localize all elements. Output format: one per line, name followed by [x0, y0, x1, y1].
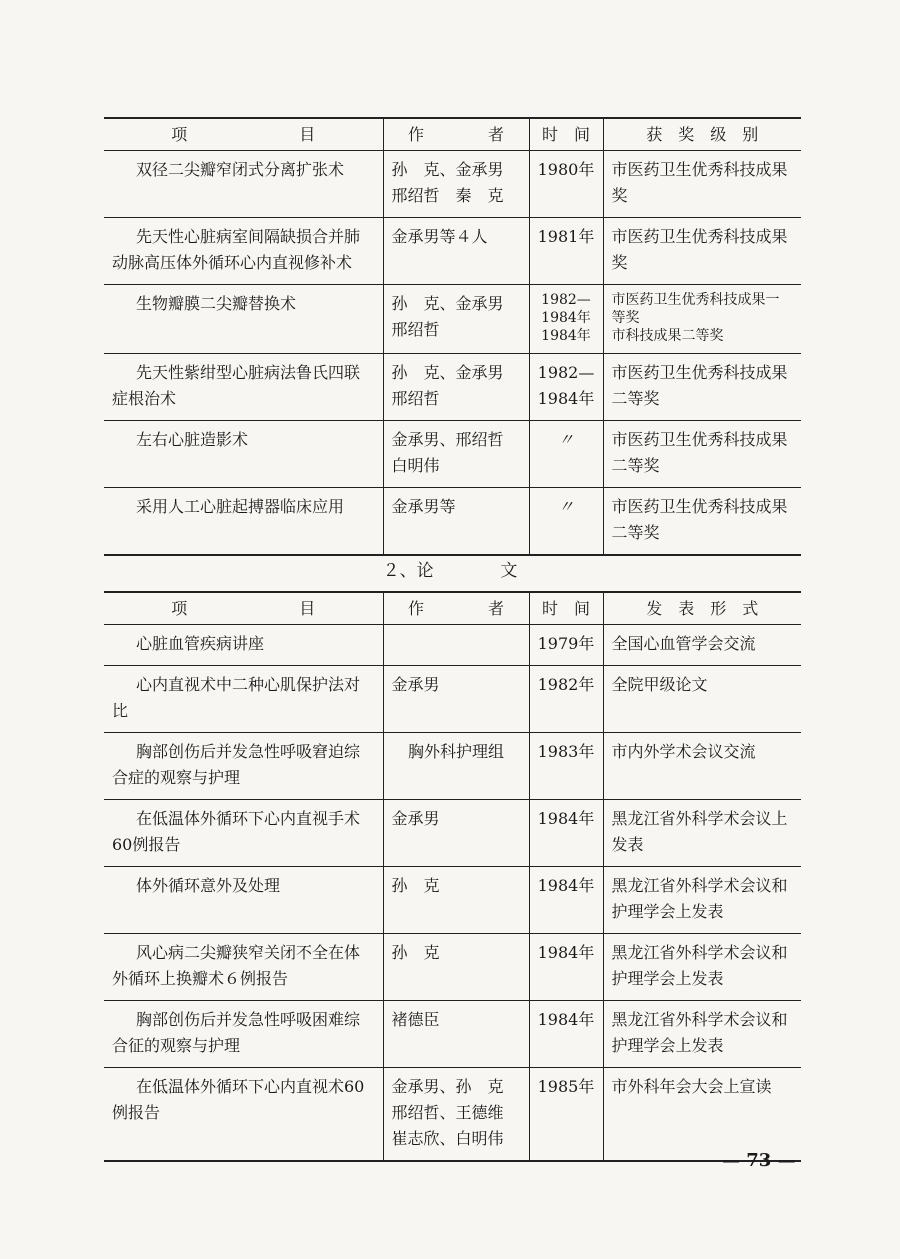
author-line: 金承男、孙 克 — [391, 1077, 504, 1096]
item-cell: 在低温体外循环下心内直视术60例报告 — [104, 1068, 383, 1162]
time-cell — [529, 285, 603, 354]
item-cell: 胸部创伤后并发急性呼吸窘迫综合症的观察与护理 — [104, 733, 383, 800]
author-line: 邢绍哲 秦 克 — [391, 186, 504, 205]
time-cell: 1983年 — [529, 733, 603, 800]
form-cell: 黑龙江省外科学术会议上发表 — [603, 800, 801, 867]
table-row — [104, 666, 801, 733]
author-line: 金承男、邢绍哲 — [391, 430, 504, 449]
time-cell: 1980年 — [529, 151, 603, 218]
header-item: 项 目 — [104, 592, 383, 625]
item-cell: 采用人工心脏起搏器临床应用 — [104, 488, 383, 556]
time-cell: 1984年 — [529, 800, 603, 867]
form-cell: 市内外学术会议交流 — [603, 733, 801, 800]
item-cell: 先天性紫绀型心脏病法鲁氏四联症根治术 — [104, 354, 383, 421]
ditto-mark: 〃 — [529, 488, 603, 556]
table-row — [104, 151, 801, 218]
author-line: 孙 克、金承男 — [391, 294, 504, 313]
time-cell: 1984年 — [529, 934, 603, 1001]
table-row — [104, 733, 801, 800]
header-author: 作 者 — [383, 592, 529, 625]
author-cell — [383, 354, 529, 421]
form-cell: 黑龙江省外科学术会议和护理学会上发表 — [603, 934, 801, 1001]
author-cell: 孙 克 — [383, 867, 529, 934]
header-time: 时 间 — [529, 118, 603, 151]
award-cell: 市医药卫生优秀科技成果二等奖 — [603, 354, 801, 421]
time-cell: 1984年 — [529, 867, 603, 934]
author-line: 邢绍哲、王德维 — [391, 1103, 504, 1122]
table-row — [104, 218, 801, 285]
award-cell: 市医药卫生优秀科技成果二等奖 — [603, 421, 801, 488]
time-line: 1982— — [541, 292, 591, 308]
papers-table — [104, 591, 801, 1162]
section-heading-papers — [0, 556, 900, 581]
time-cell — [529, 354, 603, 421]
time-cell: 1984年 — [529, 1001, 603, 1068]
author-cell — [383, 218, 529, 285]
time-cell: 1979年 — [529, 625, 603, 666]
ditto-mark: 〃 — [529, 421, 603, 488]
award-cell: 市医药卫生优秀科技成果奖 — [603, 151, 801, 218]
award-cell: 市医药卫生优秀科技成果奖 — [603, 218, 801, 285]
item-cell: 胸部创伤后并发急性呼吸困难综合征的观察与护理 — [104, 1001, 383, 1068]
time-line: 1984年 — [537, 389, 595, 408]
header-item: 项 目 — [104, 118, 383, 151]
author-cell — [383, 421, 529, 488]
form-cell: 黑龙江省外科学术会议和护理学会上发表 — [603, 1001, 801, 1068]
award-line: 市医药卫生优秀科技成果一等奖 — [611, 292, 780, 326]
time-line: 1982— — [537, 363, 595, 382]
author-line: 金承男等 — [391, 497, 456, 516]
award-line: 市科技成果二等奖 — [611, 328, 724, 344]
author-cell — [383, 151, 529, 218]
author-cell: 胸外科护理组 — [383, 733, 529, 800]
item-cell: 体外循环意外及处理 — [104, 867, 383, 934]
table-row — [104, 800, 801, 867]
table-row — [104, 867, 801, 934]
award-cell: 市医药卫生优秀科技成果二等奖 — [603, 488, 801, 556]
award-cell — [603, 285, 801, 354]
table-row — [104, 625, 801, 666]
table-row — [104, 1001, 801, 1068]
table-row — [104, 354, 801, 421]
header-author: 作 者 — [383, 118, 529, 151]
author-cell — [383, 625, 529, 666]
table-row — [104, 285, 801, 354]
author-line: 白明伟 — [391, 456, 440, 475]
time-cell: 1981年 — [529, 218, 603, 285]
form-cell: 市外科年会大会上宣读 — [603, 1068, 801, 1162]
item-cell: 先天性心脏病室间隔缺损合并肺动脉高压体外循环心内直视修补术 — [104, 218, 383, 285]
awards-table — [104, 117, 801, 556]
author-cell — [383, 488, 529, 556]
author-line: 崔志欣、白明伟 — [391, 1129, 504, 1148]
author-line: 孙 克、金承男 — [391, 160, 504, 179]
item-cell: 双径二尖瓣窄闭式分离扩张术 — [104, 151, 383, 218]
author-cell: 褚德臣 — [383, 1001, 529, 1068]
author-cell: 金承男 — [383, 666, 529, 733]
form-cell: 全国心血管学会交流 — [603, 625, 801, 666]
table-row — [104, 421, 801, 488]
header-award-level: 获 奖 级 别 — [603, 118, 801, 151]
form-cell: 全院甲级论文 — [603, 666, 801, 733]
author-cell: 金承男 — [383, 800, 529, 867]
table-row — [104, 488, 801, 556]
item-cell: 左右心脏造影术 — [104, 421, 383, 488]
time-line: 1984年 — [541, 328, 591, 344]
table-row — [104, 934, 801, 1001]
item-cell: 心脏血管疾病讲座 — [104, 625, 383, 666]
section-number: ２、论 — [382, 561, 434, 581]
author-cell: 孙 克 — [383, 934, 529, 1001]
form-cell: 黑龙江省外科学术会议和护理学会上发表 — [603, 867, 801, 934]
item-cell: 在低温体外循环下心内直视手术60例报告 — [104, 800, 383, 867]
header-time: 时 间 — [529, 592, 603, 625]
time-cell: 1985年 — [529, 1068, 603, 1162]
time-line: 1984年 — [541, 310, 591, 326]
item-cell: 风心病二尖瓣狭窄关闭不全在体外循环上换瓣术６例报告 — [104, 934, 383, 1001]
author-line: 孙 克、金承男 — [391, 363, 504, 382]
author-line: 金承男等４人 — [391, 227, 488, 246]
author-cell — [383, 1068, 529, 1162]
header-publication-form: 发 表 形 式 — [603, 592, 801, 625]
section-word: 文 — [500, 561, 518, 581]
page-number: — 73 — — [722, 1150, 796, 1171]
item-cell: 心内直视术中二种心肌保护法对比 — [104, 666, 383, 733]
author-cell — [383, 285, 529, 354]
item-cell: 生物瓣膜二尖瓣替换术 — [104, 285, 383, 354]
author-line: 邢绍哲 — [391, 320, 440, 339]
author-line: 邢绍哲 — [391, 389, 440, 408]
time-cell: 1982年 — [529, 666, 603, 733]
table-row — [104, 1068, 801, 1162]
